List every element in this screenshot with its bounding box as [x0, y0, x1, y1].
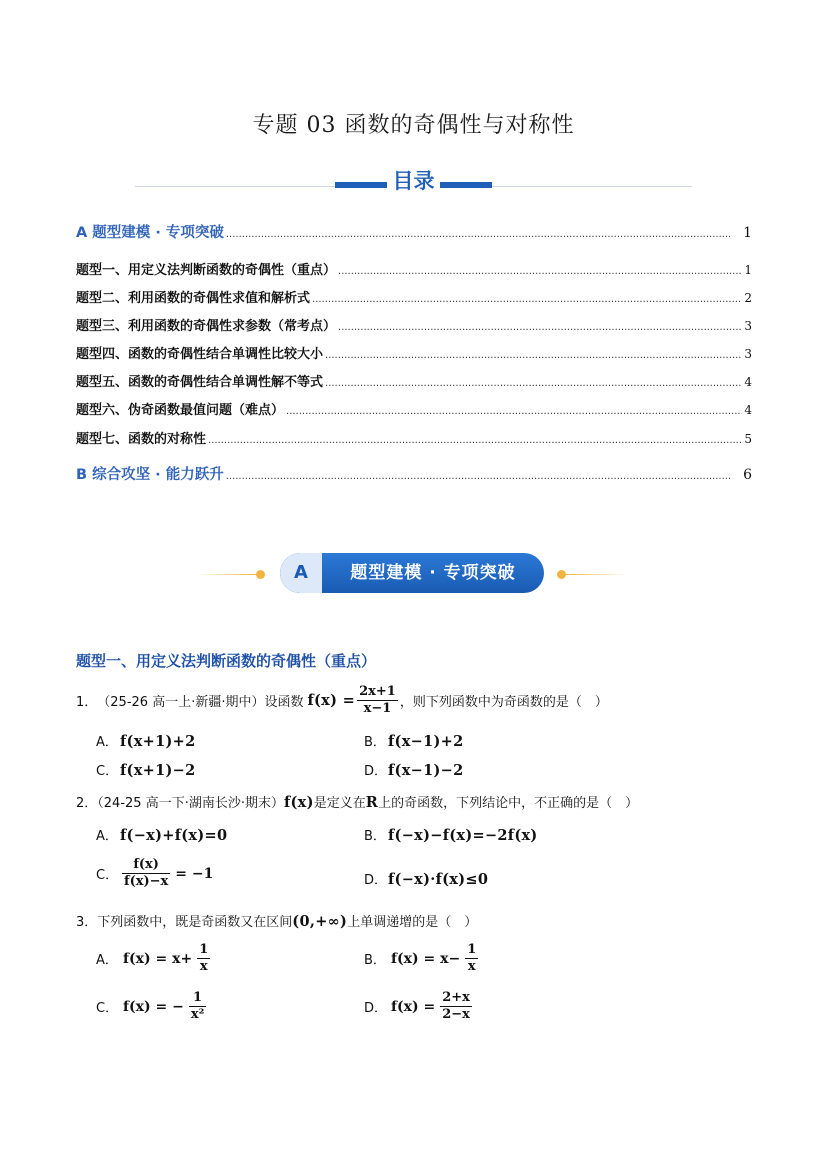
option-expr: f(x−1)+2	[388, 733, 464, 750]
option-key: B．	[364, 953, 386, 968]
toc-item-label: 题型四、函数的奇偶性结合单调性比较大小	[76, 347, 324, 362]
fraction-numerator: 1	[199, 942, 209, 957]
option-expr: f(x−1)−2	[388, 762, 464, 779]
section-title: 题型建模 · 专项突破	[350, 563, 516, 583]
option-key: A．	[96, 953, 118, 968]
option-a[interactable]	[96, 731, 195, 750]
option-lhs: f(x) = x−	[391, 950, 461, 967]
question-number: 3．	[76, 915, 98, 930]
toc-leader-dots	[338, 322, 742, 333]
question-tail: 上的奇函数，下列结论中，不正确的是（ ）	[378, 796, 639, 811]
option-key: A．	[96, 829, 118, 844]
option-d[interactable]	[364, 760, 463, 779]
page-title: 专题 03 函数的奇偶性与对称性	[252, 113, 575, 138]
toc-section-b-label: B 综合攻坚 · 能力跃升	[76, 467, 224, 483]
question-tail: 上单调递增的是（ ）	[347, 915, 478, 930]
fraction-denominator: x	[467, 959, 476, 974]
question-1	[76, 684, 608, 717]
toc-banner-bar-left	[335, 182, 387, 188]
option-expr: f(−x)·f(x)≤0	[388, 871, 489, 888]
question-3	[76, 911, 477, 930]
option-key: B．	[364, 829, 386, 844]
toc-item-page: 4	[744, 375, 752, 389]
option-b[interactable]	[364, 731, 463, 750]
option-b[interactable]	[364, 942, 480, 975]
fraction-numerator: 2+x	[442, 990, 470, 1005]
toc-banner-bar-right	[440, 182, 492, 188]
toc-item-page: 4	[744, 403, 752, 417]
fraction	[357, 684, 398, 717]
fraction-denominator: x²	[190, 1007, 205, 1022]
banner-pill	[280, 553, 544, 593]
toc-heading: 目录	[387, 168, 440, 194]
option-key: D．	[364, 873, 388, 888]
fraction-denominator: x	[199, 959, 208, 974]
option-key: C．	[96, 1001, 119, 1016]
option-expr: f(−x)−f(x)=−2f(x)	[388, 827, 538, 844]
option-key: B．	[364, 735, 386, 750]
option-key: D．	[364, 1001, 388, 1016]
function-lhs: f(x) =	[307, 692, 356, 709]
toc-item-label: 题型五、函数的奇偶性结合单调性解不等式	[76, 375, 324, 390]
function-symbol: f(x)	[283, 794, 314, 811]
fraction-denominator: x−1	[363, 701, 392, 716]
option-lhs: f(x) = x+	[123, 950, 193, 967]
toc-item[interactable]	[76, 371, 752, 390]
toc-section-a-page: 1	[743, 225, 752, 241]
banner-line-right	[566, 574, 626, 575]
toc-section-b-page: 6	[743, 467, 752, 483]
toc-item[interactable]	[76, 315, 752, 334]
fraction	[440, 990, 472, 1023]
toc-item-page: 1	[744, 263, 752, 277]
toc-leader-dots	[286, 406, 742, 417]
option-key: C．	[96, 868, 119, 883]
toc-item-page: 5	[744, 432, 752, 446]
banner-dot-left	[256, 570, 265, 579]
toc-item-label: 题型二、利用函数的奇偶性求值和解析式	[76, 291, 311, 306]
toc-leader-dots	[226, 229, 730, 240]
toc-item-label: 题型一、用定义法判断函数的奇偶性（重点）	[76, 263, 337, 278]
question-number: 2．	[76, 796, 98, 811]
toc-banner	[135, 168, 692, 194]
option-c[interactable]	[96, 990, 208, 1023]
toc-section-a[interactable]	[76, 221, 752, 242]
topic-heading: 题型一、用定义法判断函数的奇偶性（重点）	[76, 652, 377, 670]
banner-dot-right	[557, 570, 566, 579]
section-letter: A	[280, 553, 322, 593]
option-rhs: = −1	[175, 865, 214, 882]
toc-item-label: 题型三、利用函数的奇偶性求参数（常考点）	[76, 319, 337, 334]
fraction-numerator: f(x)	[122, 857, 170, 874]
fraction-numerator: 1	[467, 942, 477, 957]
banner-line-left	[196, 574, 256, 575]
toc-item-page: 2	[744, 291, 752, 305]
option-d[interactable]	[364, 869, 488, 888]
question-number: 1．	[76, 695, 98, 710]
toc-item[interactable]	[76, 428, 752, 447]
toc-leader-dots	[325, 350, 742, 361]
toc-leader-dots	[208, 435, 742, 446]
toc-item-label: 题型七、函数的对称性	[76, 432, 207, 447]
question-2	[76, 792, 638, 811]
toc-leader-dots	[226, 471, 730, 482]
option-expr: f(x+1)+2	[120, 733, 196, 750]
fraction-denominator: 2−x	[442, 1007, 470, 1022]
option-expr: f(x+1)−2	[120, 762, 196, 779]
toc-section-a-label: A 题型建模 · 专项突破	[76, 225, 224, 241]
toc-item-page: 3	[744, 347, 752, 361]
option-d[interactable]	[364, 990, 474, 1023]
option-lhs: f(x) = −	[123, 998, 184, 1015]
section-banner	[196, 552, 626, 596]
fraction	[122, 857, 170, 890]
toc-item-page: 3	[744, 319, 752, 333]
option-a[interactable]	[96, 825, 227, 844]
fraction	[189, 990, 206, 1023]
question-source: （25-26 高一上·新疆·期中）设函数	[97, 695, 304, 710]
fraction-numerator: 2x+1	[359, 684, 396, 699]
fraction-denominator: f(x)−x	[124, 874, 169, 889]
toc-leader-dots	[338, 266, 742, 277]
option-key: A．	[96, 735, 118, 750]
toc-leader-dots	[325, 378, 742, 389]
option-key: D．	[364, 764, 388, 779]
toc-item[interactable]	[76, 399, 752, 418]
question-mid: 是定义在	[313, 796, 366, 811]
fraction-numerator: 1	[189, 990, 206, 1007]
option-c[interactable]	[96, 760, 195, 779]
option-c[interactable]	[96, 857, 216, 890]
interval: (0,+∞)	[292, 913, 348, 930]
toc-leader-dots	[312, 294, 742, 305]
question-tail: ，则下列函数中为奇函数的是（ ）	[399, 695, 608, 710]
toc-item[interactable]	[76, 343, 752, 362]
option-expr: f(−x)+f(x)=0	[120, 827, 228, 844]
option-lhs: f(x) =	[391, 998, 436, 1015]
real-set-symbol: R	[365, 794, 379, 811]
question-source: （24-25 高一下·湖南长沙·期末）	[97, 796, 284, 811]
toc-item[interactable]	[76, 259, 752, 278]
option-a[interactable]	[96, 942, 212, 975]
toc-item[interactable]	[76, 287, 752, 306]
option-key: C．	[96, 764, 119, 779]
fraction	[465, 942, 478, 975]
fraction	[197, 942, 210, 975]
toc-item-label: 题型六、伪奇函数最值问题（难点）	[76, 403, 285, 418]
toc-section-b[interactable]	[76, 463, 752, 484]
question-text: 下列函数中，既是奇函数又在区间	[97, 915, 293, 930]
option-b[interactable]	[364, 825, 538, 844]
